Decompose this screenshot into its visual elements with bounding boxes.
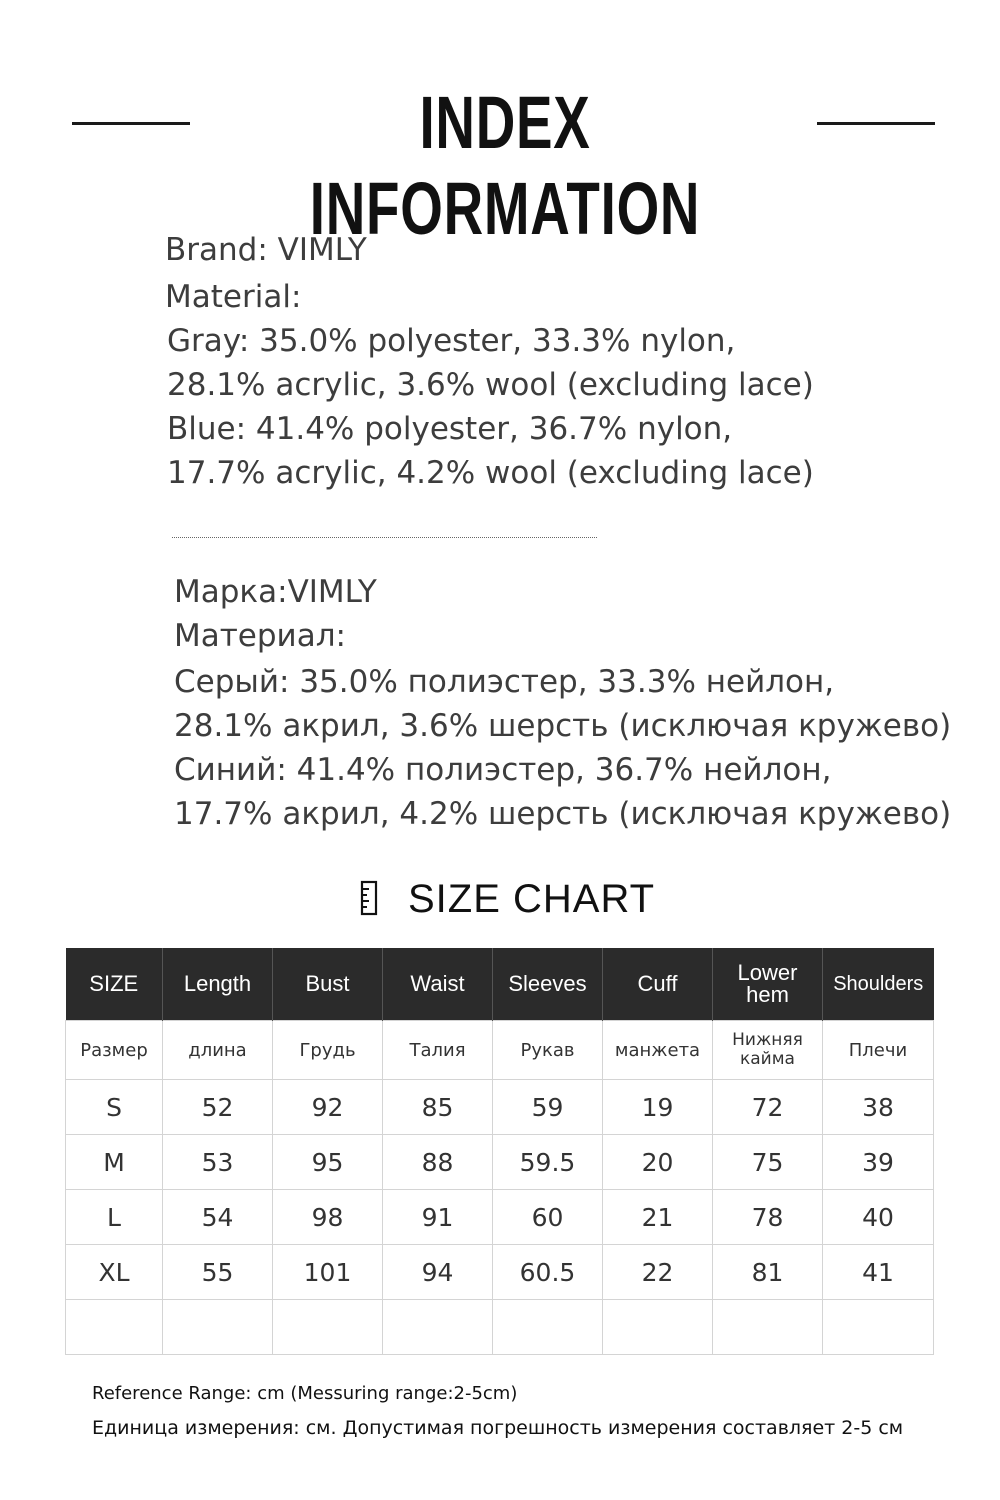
table-cell: 91 — [383, 1190, 493, 1245]
table-cell: 53 — [163, 1135, 273, 1190]
table-cell: 20 — [603, 1135, 713, 1190]
table-cell: 81 — [713, 1245, 823, 1300]
table-header-row — [66, 948, 934, 1021]
table-row — [66, 1190, 934, 1245]
material-line: 17.7% acrylic, 4.2% wool (excluding lace) — [167, 455, 814, 491]
table-cell — [493, 1300, 603, 1355]
header-rule-left — [72, 122, 190, 125]
russian-header-cell: Талия — [383, 1021, 493, 1080]
material-line: 28.1% acrylic, 3.6% wool (excluding lace) — [167, 367, 814, 403]
table-cell: 38 — [823, 1080, 934, 1135]
table-cell: M — [66, 1135, 163, 1190]
table-row — [66, 1245, 934, 1300]
header-rule-right — [817, 122, 935, 125]
russian-header-cell: Нижняя кайма — [713, 1021, 823, 1080]
material-label: Material: — [165, 279, 302, 315]
table-cell: 95 — [273, 1135, 383, 1190]
column-header: Waist — [383, 948, 493, 1021]
page-title: INDEX INFORMATION — [309, 81, 701, 250]
russian-header-cell: Плечи — [823, 1021, 934, 1080]
material-line: Blue: 41.4% polyester, 36.7% nylon, — [167, 411, 733, 447]
note-english: Reference Range: cm (Messuring range:2-5cm) — [92, 1383, 518, 1404]
material-label-ru: Материал: — [174, 618, 346, 654]
table-cell — [273, 1300, 383, 1355]
table-cell: 40 — [823, 1190, 934, 1245]
table-cell — [603, 1300, 713, 1355]
column-header: Bust — [273, 948, 383, 1021]
table-cell: 54 — [163, 1190, 273, 1245]
table-cell: 21 — [603, 1190, 713, 1245]
russian-info — [174, 570, 974, 836]
column-header: Cuff — [603, 948, 713, 1021]
table-row — [66, 1080, 934, 1135]
table-cell: 101 — [273, 1245, 383, 1300]
material-line-ru: Синий: 41.4% полиэстер, 36.7% нейлон, — [174, 752, 832, 788]
russian-header-cell: Размер — [66, 1021, 163, 1080]
table-cell — [713, 1300, 823, 1355]
material-line-ru: 28.1% акрил, 3.6% шерсть (исключая кружево) — [174, 708, 952, 744]
russian-header-cell: длина — [163, 1021, 273, 1080]
table-cell: 72 — [713, 1080, 823, 1135]
table-row-empty — [66, 1300, 934, 1355]
table-cell: 88 — [383, 1135, 493, 1190]
material-line-ru: Серый: 35.0% полиэстер, 33.3% нейлон, — [174, 664, 835, 700]
material-line-ru: 17.7% акрил, 4.2% шерсть (исключая кружево) — [174, 796, 952, 832]
table-cell — [66, 1300, 163, 1355]
table-cell: 98 — [273, 1190, 383, 1245]
russian-header-cell: манжета — [603, 1021, 713, 1080]
table-cell: 60 — [493, 1190, 603, 1245]
table-row-russian-headers — [66, 1021, 934, 1080]
table-cell — [383, 1300, 493, 1355]
section-divider — [172, 537, 597, 538]
table-cell: 55 — [163, 1245, 273, 1300]
english-info — [165, 228, 925, 495]
note-russian: Единица измерения: см. Допустимая погрешность измерения составляет 2-5 см — [92, 1417, 904, 1439]
size-chart-heading — [0, 870, 1000, 930]
ruler-icon — [359, 880, 381, 916]
table-cell: 59.5 — [493, 1135, 603, 1190]
table-cell: 22 — [603, 1245, 713, 1300]
table-cell: 85 — [383, 1080, 493, 1135]
table-cell: XL — [66, 1245, 163, 1300]
size-chart-table — [65, 948, 934, 1355]
table-cell: 19 — [603, 1080, 713, 1135]
brand-line: Brand: VIMLY — [165, 232, 367, 268]
brand-line-ru: Марка:VIMLY — [174, 574, 377, 610]
table-cell: S — [66, 1080, 163, 1135]
column-header: SIZE — [66, 948, 163, 1021]
table-cell: L — [66, 1190, 163, 1245]
table-cell: 59 — [493, 1080, 603, 1135]
table-cell: 92 — [273, 1080, 383, 1135]
table-row — [66, 1135, 934, 1190]
table-cell: 78 — [713, 1190, 823, 1245]
table-cell: 94 — [383, 1245, 493, 1300]
table-cell: 39 — [823, 1135, 934, 1190]
russian-header-cell: Рукав — [493, 1021, 603, 1080]
column-header: Shoulders — [823, 948, 934, 1021]
table-cell: 52 — [163, 1080, 273, 1135]
table-cell: 41 — [823, 1245, 934, 1300]
column-header: Length — [163, 948, 273, 1021]
column-header: Lower hem — [713, 948, 823, 1021]
table-cell — [163, 1300, 273, 1355]
russian-header-cell: Грудь — [273, 1021, 383, 1080]
material-line: Gray: 35.0% polyester, 33.3% nylon, — [167, 323, 736, 359]
table-cell: 75 — [713, 1135, 823, 1190]
table-cell: 60.5 — [493, 1245, 603, 1300]
column-header: Sleeves — [493, 948, 603, 1021]
table-cell — [823, 1300, 934, 1355]
size-chart-title: SIZE CHART — [408, 877, 656, 921]
measurement-notes — [92, 1380, 972, 1442]
